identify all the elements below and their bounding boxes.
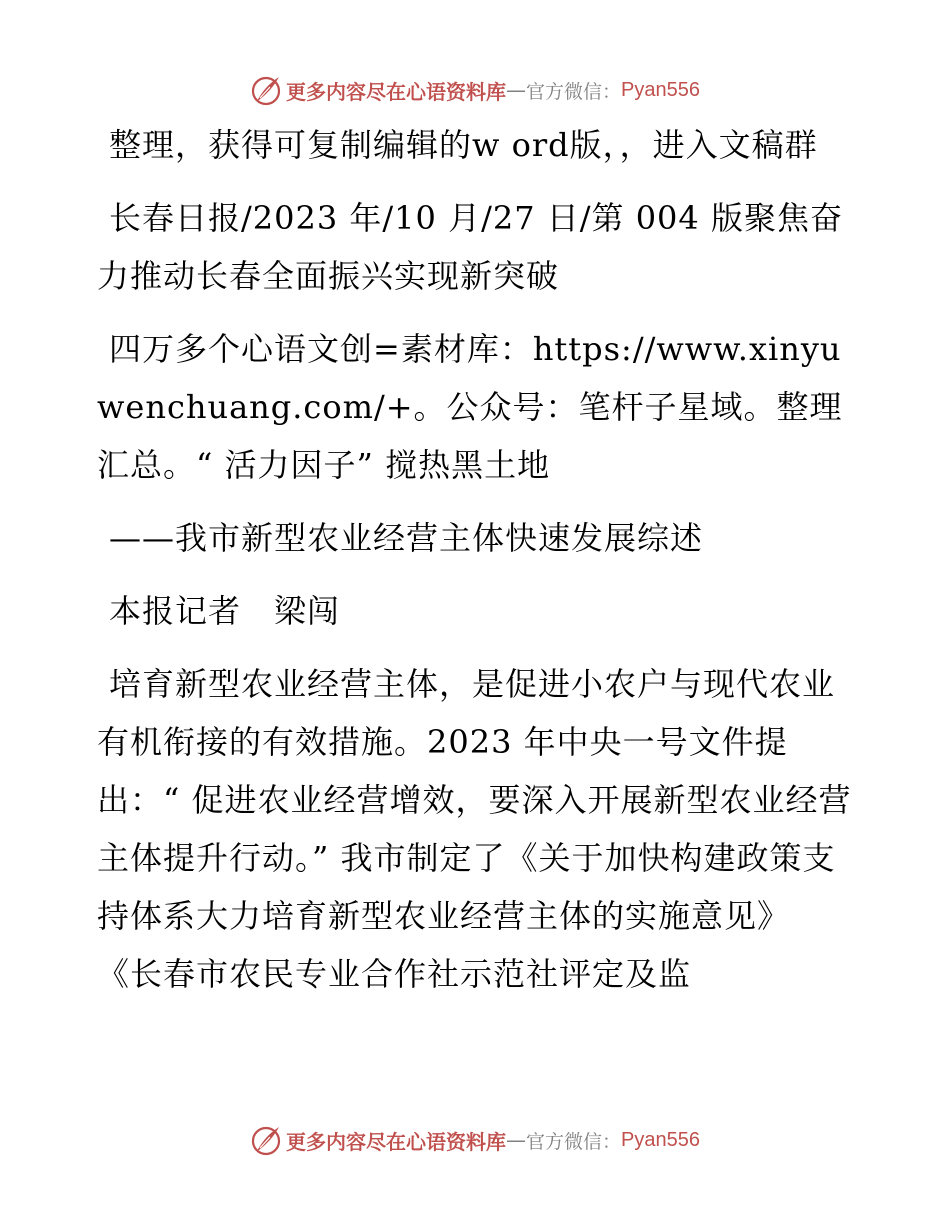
paragraph-promo-headline: 四万多个心语文创=素材库：https://www.xinyuwenchuang.com/+。公众号：笔杆子星域。整理汇总。“ 活力因子” 搅热黑土地 bbox=[97, 330, 843, 484]
paragraph-byline: 本报记者 梁闯 bbox=[109, 592, 341, 630]
watermark-wechat-id: Pyan556 bbox=[621, 1128, 700, 1151]
footer-watermark bbox=[0, 1122, 950, 1158]
watermark-dash: — bbox=[506, 78, 526, 102]
watermark-dash: — bbox=[506, 1128, 526, 1152]
paragraph-article-body: 培育新型农业经营主体，是促进小农户与现代农业有机衔接的有效措施。2023 年中央一号文件提出：“ 促进农业经营增效，要深入开展新型农业经营主体提升行动。” 我市制定了《关于加快构建政策支持体系大力培育新型农业经营主体的实施意见》 《长春市农民专业合作社示范社评定及监 bbox=[97, 665, 852, 993]
watermark-title: 更多内容尽在心语资料库 bbox=[286, 1129, 506, 1154]
quill-pen-icon bbox=[250, 74, 282, 106]
document-body bbox=[97, 116, 857, 1018]
paragraph-intro: 整理，获得可复制编辑的w ord版，，进入文稿群 bbox=[109, 126, 818, 164]
paragraph-subtitle: ——我市新型农业经营主体快速发展综述 bbox=[109, 519, 704, 557]
watermark-wechat-id: Pyan556 bbox=[621, 78, 700, 101]
watermark-label: 官方微信： bbox=[526, 80, 622, 103]
watermark-title: 更多内容尽在心语资料库 bbox=[286, 79, 506, 104]
watermark-label: 官方微信： bbox=[526, 1130, 622, 1153]
header-watermark bbox=[0, 72, 950, 108]
quill-pen-icon bbox=[250, 1124, 282, 1156]
paragraph-source: 长春日报/2023 年/10 月/27 日/第 004 版聚焦奋力推动长春全面振兴实现新突破 bbox=[97, 199, 843, 295]
